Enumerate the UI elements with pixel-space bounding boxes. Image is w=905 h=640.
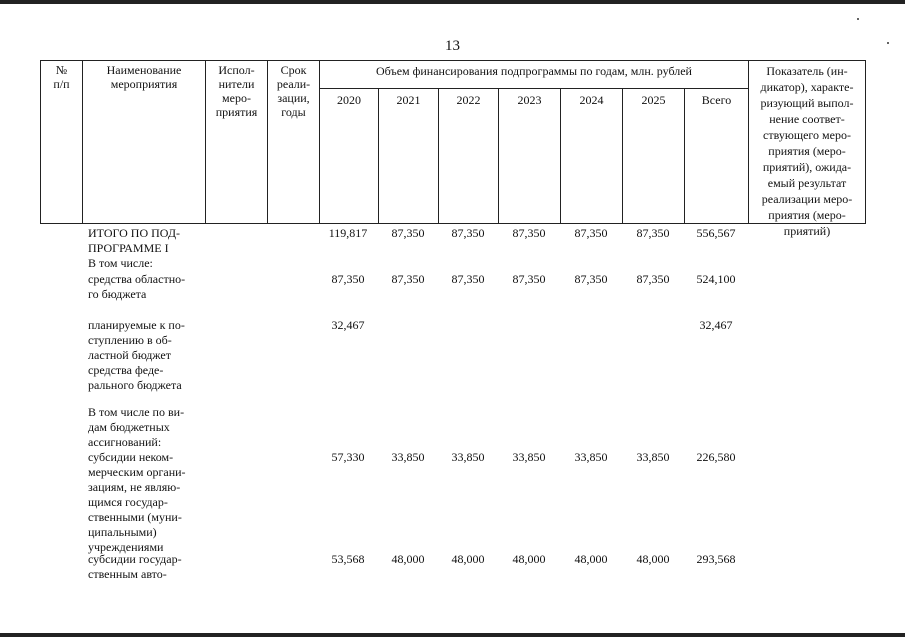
row-label: планируемые к по- ступлению в об- ластной бюджет средства феде- рального бюджета (88, 318, 185, 392)
row-year-value: 57,330 (331, 450, 365, 464)
row-total-value: 524,100 (696, 272, 736, 286)
header-indicator: Показатель (ин- дикатор), характе- ризующий выпол- нение соответ- ствующего меро- приятия (меро- приятий), ожида- емый результат реализации меро- приятия (меро- приятий) (760, 64, 854, 238)
header-total: Всего (701, 93, 732, 107)
top-border (0, 0, 905, 4)
header-number: № п/п (53, 63, 70, 91)
row-year-value: 48,000 (574, 552, 608, 566)
bottom-border (0, 633, 905, 637)
row-total-value: 32,467 (699, 318, 733, 332)
row-year-value: 87,350 (636, 226, 670, 240)
row-year-value: 87,350 (451, 272, 485, 286)
header-name: Наименование мероприятия (106, 63, 182, 91)
row-year-value: 87,350 (574, 226, 608, 240)
row-total-value: 556,567 (696, 226, 736, 240)
row-label: средства областно- го бюджета (88, 272, 186, 301)
row-year-value: 87,350 (512, 226, 546, 240)
row-label: субсидии государ- ственным авто- (88, 552, 182, 581)
row-total-value: 226,580 (696, 450, 736, 464)
scan-speck (857, 18, 859, 20)
row-label: субсидии неком- мерческим органи- зациям, не являю- щимся государ- ственными (муни- ципальными) учреждениями (88, 450, 186, 554)
row-year-value: 48,000 (391, 552, 425, 566)
row-year-value: 48,000 (512, 552, 546, 566)
header-year: 2021 (396, 93, 421, 107)
row-label: В том числе по ви- дам бюджетных ассигнований: (88, 405, 185, 449)
row-year-value: 33,850 (391, 450, 425, 464)
header-year: 2025 (641, 93, 666, 107)
row-year-value: 87,350 (512, 272, 546, 286)
row-year-value: 32,467 (331, 318, 365, 332)
header-year: 2024 (579, 93, 604, 107)
page-number: 13 (445, 38, 460, 54)
row-label: ИТОГО ПО ПОД- ПРОГРАММЕ I В том числе: (88, 226, 181, 270)
row-year-value: 48,000 (451, 552, 485, 566)
row-year-value: 33,850 (512, 450, 546, 464)
row-year-value: 87,350 (331, 272, 365, 286)
row-year-value: 33,850 (451, 450, 485, 464)
header-year: 2023 (517, 93, 542, 107)
row-year-value: 53,568 (331, 552, 365, 566)
row-year-value: 87,350 (574, 272, 608, 286)
row-year-value: 48,000 (636, 552, 670, 566)
row-total-value: 293,568 (696, 552, 736, 566)
header-funding: Объем финансирования подпрограммы по годам, млн. рублей (376, 64, 692, 78)
row-year-value: 87,350 (451, 226, 485, 240)
header-year: 2020 (337, 93, 361, 107)
row-year-value: 33,850 (636, 450, 670, 464)
header-executors: Испол- нители меро- приятия (215, 63, 258, 119)
row-year-value: 87,350 (391, 226, 425, 240)
row-year-value: 119,817 (328, 226, 368, 240)
header-year: 2022 (456, 93, 481, 107)
row-year-value: 87,350 (636, 272, 670, 286)
header-term: Срок реали- зации, годы (276, 63, 311, 119)
row-year-value: 33,850 (574, 450, 608, 464)
row-year-value: 87,350 (391, 272, 425, 286)
